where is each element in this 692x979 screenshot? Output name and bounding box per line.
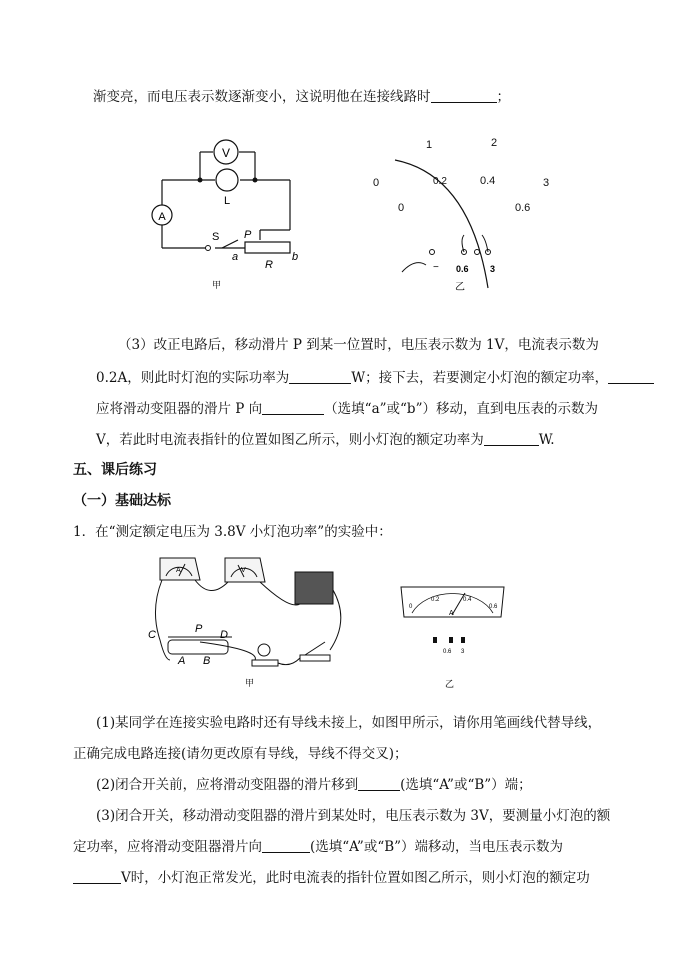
ammeter-label: A [158,211,166,223]
text-line [73,866,590,886]
scale-label: 0.4 [480,175,496,187]
subsection-title: （一）基础达标 [73,493,171,509]
text-segment: （3）改正电路后，移动滑片 P 到某一位置时，电压表示数为 1V，电流表示数为 [118,337,599,353]
terminal-label: 3 [461,649,465,655]
text-segment: ； [496,89,510,105]
circuit-diagram [140,130,320,300]
text-segment: W；接下去，若要测定小灯泡的额定功率， [351,370,609,386]
text-segment: (2)闭合开关前，应将滑动变阻器的滑片移到 [96,777,359,793]
terminal-label: 0.6 [456,264,469,274]
text-segment: 渐变亮，而电压表示数逐渐变小，这说明他在连接线路时 [93,89,431,105]
text-line: 正确完成电路连接(请勿更改原有导线，导线不得交叉)； [73,746,408,762]
apparatus-label: C [148,629,156,641]
apparatus-label: B [203,655,211,667]
answer-blank[interactable] [484,432,539,447]
scale-label: 0 [373,177,380,189]
apparatus-figure [140,550,360,690]
answer-blank[interactable] [358,777,400,792]
answer-blank[interactable] [289,370,351,385]
meter-scale: 0.4 [463,597,472,603]
apparatus-label: D [220,629,228,641]
answer-blank[interactable] [431,89,497,104]
text-segment: (选填“A”或“B”）端； [400,777,532,793]
text-line [93,85,510,105]
text-line [73,835,563,855]
terminal-label: − [433,262,439,273]
figure-caption: 甲 [212,280,222,290]
apparatus-label: P [195,623,203,635]
scale-label: 0.6 [515,202,531,214]
slider-label: P [244,229,252,241]
text-segment: 0.2A，则此时灯泡的实际功率为 [96,370,290,386]
text-segment: （选填“a”或“b”）移动，直到电压表的示数为 [324,401,598,417]
terminal-label: 0.6 [443,649,452,655]
text-line [96,366,654,386]
figure-caption: 甲 [245,678,255,688]
scale-label: 1 [426,139,433,151]
figure-caption: 乙 [455,282,465,293]
end-a-label: a [232,251,239,263]
end-b-label: b [292,251,299,263]
section-title: 五、课后练习 [73,462,157,478]
lamp-symbol [216,169,238,191]
text-line [118,333,599,353]
text-segment: 定功率，应将滑动变阻器滑片向 [73,839,262,855]
text-segment: 应将滑动变阻器的滑片 P 向 [96,401,263,417]
text-line: (1)某同学在连接实验电路时还有导线未接上，如图甲所示，请你用笔画线代替导线， [96,715,602,731]
answer-blank[interactable] [262,401,324,416]
terminal-label: 3 [490,264,496,274]
text-line: (3)闭合开关，移动滑动变阻器的滑片到某处时，电压表示数为 3V，要测量小灯泡的额 [96,808,611,824]
meter-unit: A [449,610,454,617]
scale-label: 3 [543,177,550,189]
text-segment: (选填“A”或“B”）端移动，当电压表示数为 [310,839,564,855]
scale-label: 2 [491,137,498,149]
answer-blank[interactable] [262,839,310,854]
ammeter-dial-figure [360,130,560,300]
meter-scale: 0 [409,604,413,610]
text-segment: W. [538,432,555,448]
scale-label: 0 [398,202,405,214]
question-intro: 1．在“测定额定电压为 3.8V 小灯泡功率”的实验中： [73,524,392,540]
text-line [96,428,555,448]
text-segment: V，若此时电流表指针的位置如图乙所示，则小灯泡的额定功率为 [96,432,484,448]
ammeter-reading-figure [395,575,510,690]
resistor-label: R [265,259,273,271]
answer-blank[interactable] [73,870,121,885]
answer-blank[interactable] [608,370,654,385]
meter-scale: 0.2 [431,597,440,603]
scale-label: 0.2 [433,176,447,187]
voltmeter-label: V [221,146,231,160]
figure-caption: 乙 [445,679,455,689]
text-line [96,397,598,417]
switch-label: S [212,231,220,243]
apparatus-label: A [178,655,186,667]
meter-a-label: A [176,567,181,574]
lamp-label: L [223,195,231,207]
text-segment: V时，小灯泡正常发光，此时电流表的指针位置如图乙所示，则小灯泡的额定功 [121,870,590,886]
meter-v-label: V [241,567,246,574]
meter-scale: 0.6 [489,604,498,610]
text-line [96,773,532,793]
